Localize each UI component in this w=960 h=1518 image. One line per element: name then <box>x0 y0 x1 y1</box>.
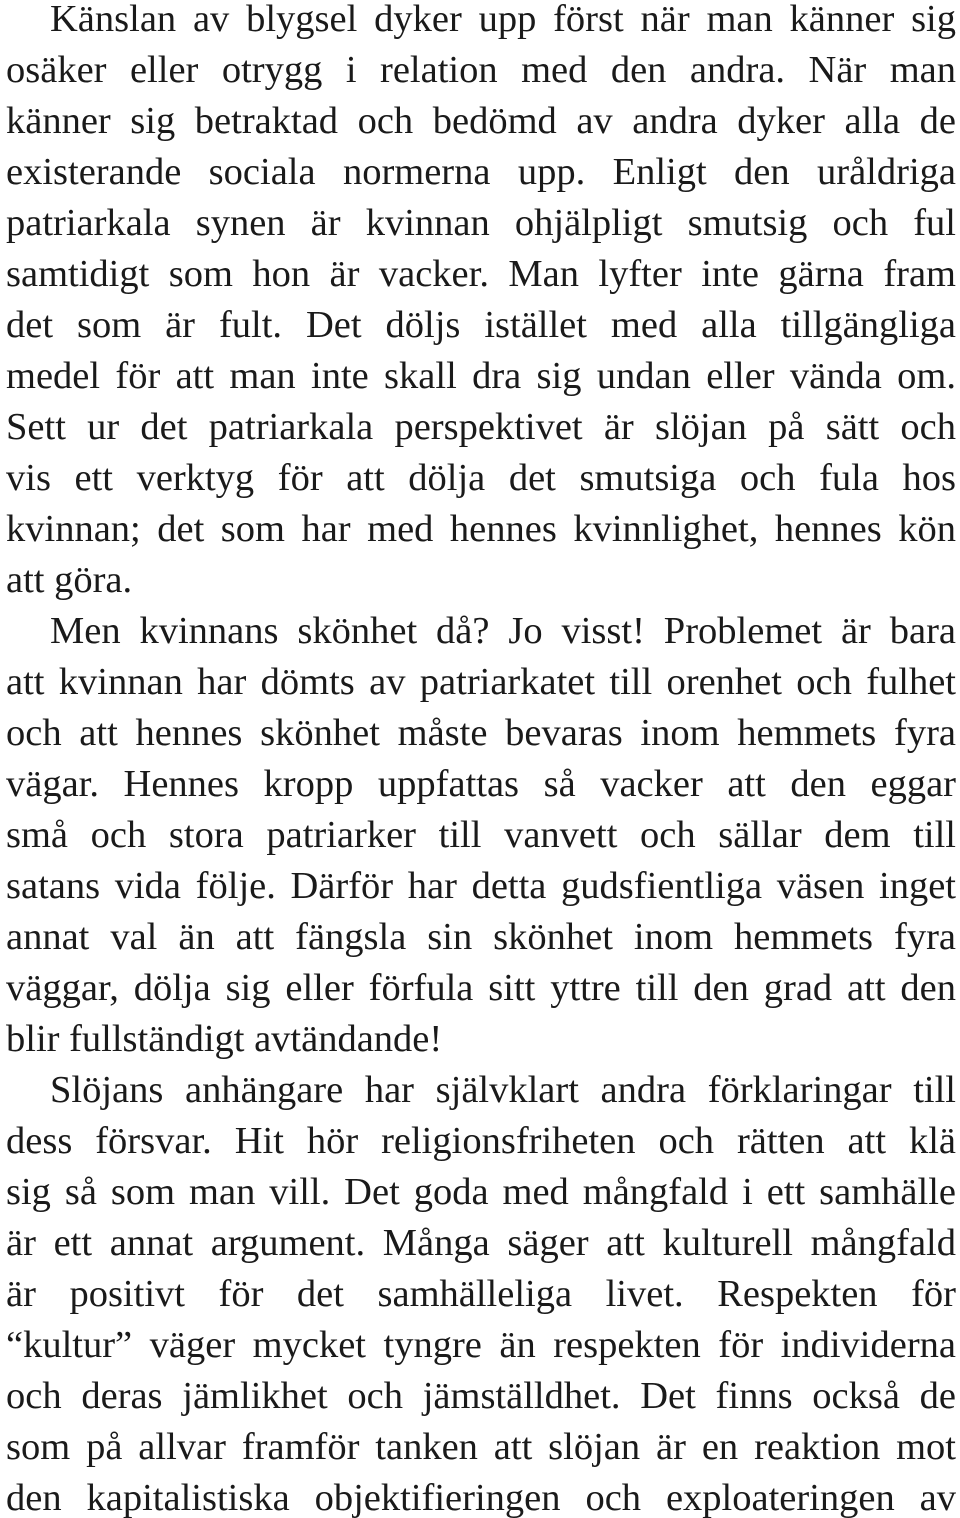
text-line: att kvinnan har dömts av patriarkatet till orenhet och fulhet <box>6 661 956 703</box>
text-line: Känslan av blygsel dyker upp först när man känner sig <box>50 0 956 40</box>
text-line: sig så som man vill. Det goda med mångfald i ett samhälle <box>6 1171 956 1213</box>
text-line: patriarkala synen är kvinnan ohjälpligt smutsig och ful <box>6 202 956 244</box>
text-line: blir fullständigt avtändande! <box>6 1018 443 1060</box>
text-line: att göra. <box>6 559 133 601</box>
text-line: medel för att man inte skall dra sig undan eller vända om. <box>6 355 956 397</box>
text-line: och deras jämlikhet och jämställdhet. Det finns också de <box>6 1375 956 1417</box>
text-line: kvinnan; det som har med hennes kvinnlighet, hennes kön <box>6 508 956 550</box>
text-line: Sett ur det patriarkala perspektivet är slöjan på sätt och <box>6 406 956 448</box>
text-line: som på allvar framför tanken att slöjan är en reaktion mot <box>6 1426 956 1468</box>
text-line: osäker eller otrygg i relation med den andra. När man <box>6 49 956 91</box>
text-line: “kultur” väger mycket tyngre än respekten för individerna <box>6 1324 956 1366</box>
text-line: existerande sociala normerna upp. Enligt den uråldriga <box>6 151 956 193</box>
text-line: annat val än att fängsla sin skönhet inom hemmets fyra <box>6 916 956 958</box>
text-line: vis ett verktyg för att dölja det smutsiga och fula hos <box>6 457 956 499</box>
text-line: väggar, dölja sig eller förfula sitt yttre till den grad att den <box>6 967 956 1009</box>
text-line: Slöjans anhängare har självklart andra förklaringar till <box>50 1069 956 1111</box>
document-page <box>6 0 956 1518</box>
text-line: Men kvinnans skönhet då? Jo visst! Problemet är bara <box>50 610 956 652</box>
text-line: är positivt för det samhälleliga livet. Respekten för <box>6 1273 956 1315</box>
text-line: det som är fult. Det döljs istället med alla tillgängliga <box>6 304 956 346</box>
text-line: små och stora patriarker till vanvett och sällar dem till <box>6 814 956 856</box>
text-line: känner sig betraktad och bedömd av andra dyker alla de <box>6 100 956 142</box>
text-line: samtidigt som hon är vacker. Man lyfter inte gärna fram <box>6 253 956 295</box>
text-line: vägar. Hennes kropp uppfattas så vacker att den eggar <box>6 763 956 805</box>
text-line: är ett annat argument. Många säger att kulturell mångfald <box>6 1222 956 1264</box>
text-line: den kapitalistiska objektifieringen och exploateringen av <box>6 1477 956 1518</box>
text-line: och att hennes skönhet måste bevaras inom hemmets fyra <box>6 712 956 754</box>
text-line: satans vida följe. Därför har detta gudsfientliga väsen inget <box>6 865 956 907</box>
text-line: dess försvar. Hit hör religionsfriheten och rätten att klä <box>6 1120 956 1162</box>
